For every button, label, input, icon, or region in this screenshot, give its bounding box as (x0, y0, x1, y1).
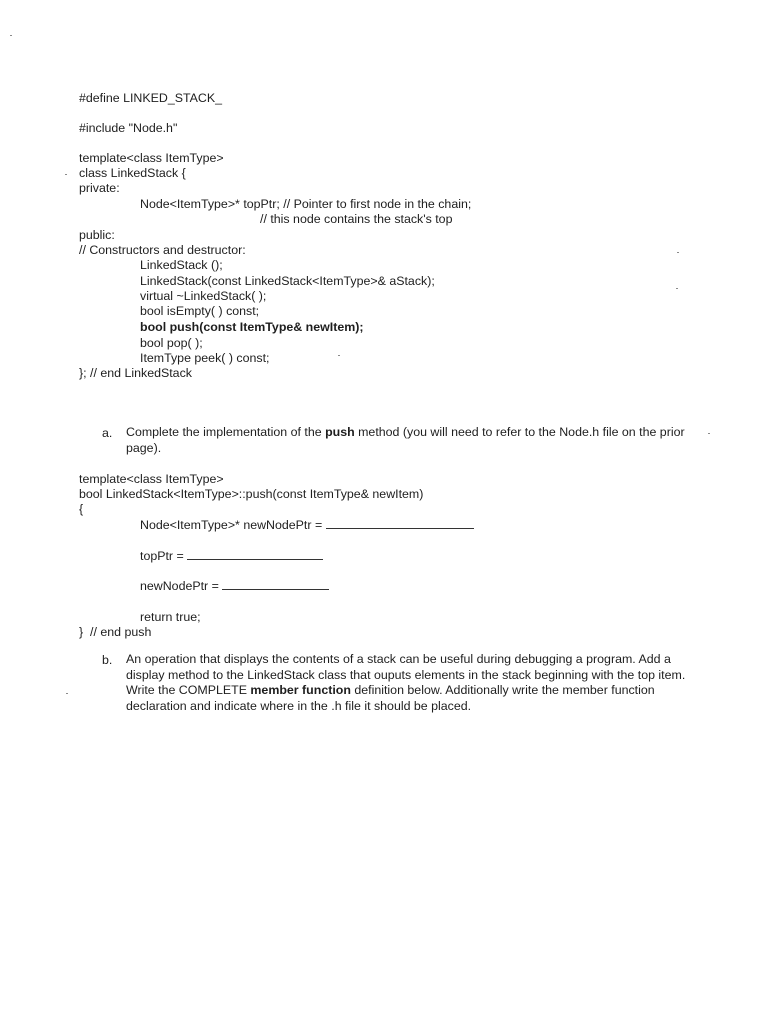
scan-speck (66, 693, 68, 694)
private-label: private: (79, 181, 120, 195)
define-directive: #define LINKED_STACK_ (79, 91, 223, 105)
new-node-ptr-fill-in: newNodePtr = (140, 579, 329, 593)
new-node-fill-in: Node<ItemType>* newNodePtr = (140, 518, 474, 532)
scan-speck (676, 288, 678, 289)
question-b-letter: b. (102, 653, 113, 667)
member-is-empty: bool isEmpty( ) const; (140, 304, 260, 318)
member-destructor: virtual ~LinkedStack( ); (140, 289, 267, 303)
scan-speck (10, 35, 12, 36)
public-label: public: (79, 228, 115, 242)
push-open-brace: { (79, 502, 84, 516)
push-template-line: template<class ItemType> (79, 472, 224, 486)
scan-speck (65, 174, 67, 175)
top-ptr-answer-blank[interactable] (187, 549, 323, 560)
class-end-line: }; // end LinkedStack (79, 366, 192, 380)
scan-speck (677, 252, 679, 253)
scan-speck (708, 433, 710, 434)
top-ptr-fill-in: topPtr = (140, 549, 323, 563)
member-push: bool push(const ItemType& newItem); (140, 320, 364, 334)
new-node-answer-blank[interactable] (326, 518, 474, 529)
top-ptr-comment: // this node contains the stack's top (260, 212, 453, 226)
include-directive: #include "Node.h" (79, 121, 178, 135)
push-signature-line: bool LinkedStack<ItemType>::push(const ItemType& newItem) (79, 487, 424, 501)
question-b-text: An operation that displays the contents of a stack can be useful during debugging a program. Add a display method to the LinkedStack class that ouputs elements in the stack beginning with the top item. Write the COMPLETE member function definition below. Additionally write the member function declaration and indicate where in the .h file it should be placed. (126, 652, 686, 713)
top-ptr-declaration: Node<ItemType>* topPtr; // Pointer to first node in the chain; (140, 197, 472, 211)
member-peek: ItemType peek( ) const; (140, 351, 270, 365)
member-copy-constructor: LinkedStack(const LinkedStack<ItemType>& aStack); (140, 274, 435, 288)
return-line: return true; (140, 610, 201, 624)
question-a-letter: a. (102, 426, 113, 440)
class-line: class LinkedStack { (79, 166, 186, 180)
member-default-constructor: LinkedStack (); (140, 258, 223, 272)
scan-speck (338, 355, 340, 356)
question-a-text: Complete the implementation of the push method (you will need to refer to the Node.h file on the prior page). (126, 425, 685, 455)
push-end-line: } // end push (79, 625, 152, 639)
member-pop: bool pop( ); (140, 336, 203, 350)
new-node-ptr-answer-blank[interactable] (222, 579, 329, 590)
constructors-comment: // Constructors and destructor: (79, 243, 246, 257)
class-template-line: template<class ItemType> (79, 151, 224, 165)
